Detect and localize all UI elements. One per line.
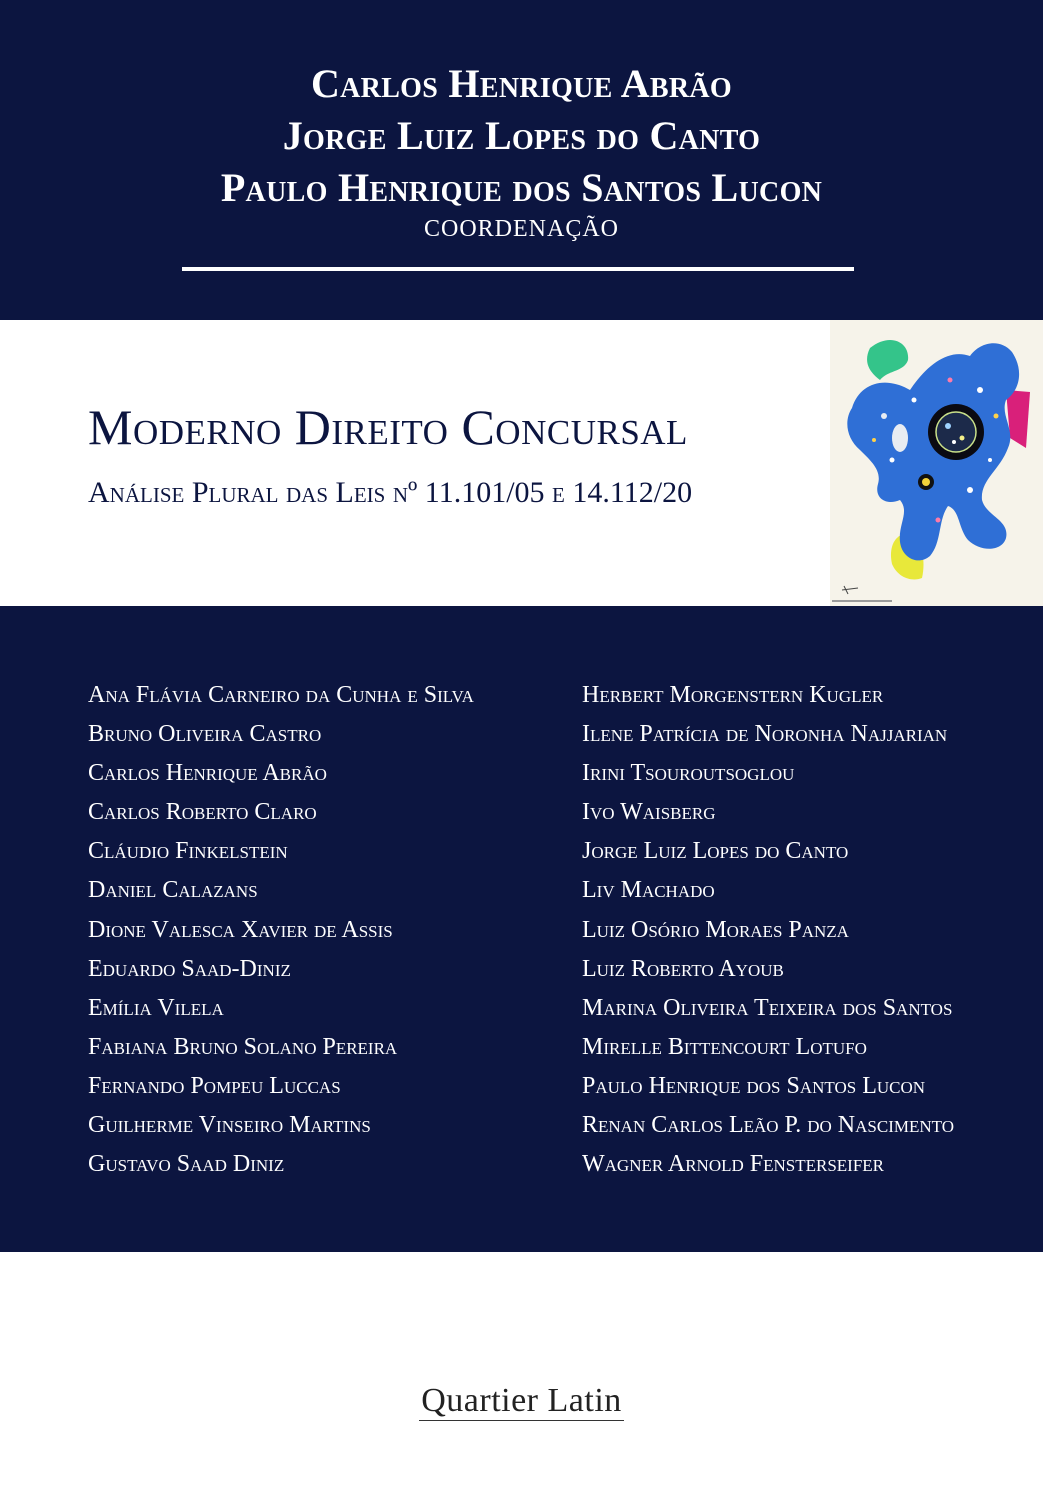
author-name: Bruno Oliveira Castro [88,721,322,748]
author-name: Luiz Roberto Ayoub [582,955,784,982]
author-name: Ana Flávia Carneiro da Cunha e Silva [88,682,474,708]
book-title: Moderno Direito Concursal [88,399,688,455]
coordinator-name: Carlos Henrique Abrão [310,61,733,106]
divider-rule [182,267,854,271]
author-name: Renan Carlos Leão P. do Nascimento [582,1112,954,1139]
author-name: Wagner Arnold Fensterseifer [582,1151,885,1178]
author-name: Fabiana Bruno Solano Pereira [88,1033,398,1060]
author-name: Paulo Henrique dos Santos Lucon [582,1072,926,1099]
author-name: Ilene Patrícia de Noronha Najjarian [582,721,948,748]
author-name: Gustavo Saad Diniz [88,1151,285,1178]
author-name: Irini Tsouroutsoglou [582,760,795,787]
abstract-painting-icon [830,320,1043,606]
coordinator-name: Paulo Henrique dos Santos Lucon [220,165,823,210]
authors-list-left [88,676,474,1184]
coordination-label: COORDENAÇÃO [423,216,619,242]
author-name: Dione Valesca Xavier de Assis [88,916,393,943]
author-name: Fernando Pompeu Luccas [88,1072,341,1099]
author-name: Ivo Waisberg [582,799,716,826]
author-name: Carlos Roberto Claro [88,799,317,826]
author-name: Herbert Morgenstern Kugler [582,682,884,708]
author-name: Cláudio Finkelstein [88,838,288,865]
publisher-block [0,1382,1043,1421]
author-name: Liv Machado [582,877,715,904]
authors-list-right [582,676,954,1184]
author-name: Marina Oliveira Teixeira dos Santos [582,994,953,1021]
author-name: Guilherme Vinseiro Martins [88,1112,371,1139]
author-name: Mirelle Bittencourt Lotufo [582,1033,867,1060]
cover-artwork-image [830,320,1043,606]
author-name: Daniel Calazans [88,877,258,904]
author-name: Eduardo Saad-Diniz [88,955,291,982]
book-subtitle: Análise Plural das Leis nº 11.101/05 e 14.112/20 [88,476,693,509]
coordinator-name: Jorge Luiz Lopes do Canto [282,113,761,158]
author-name: Jorge Luiz Lopes do Canto [582,838,849,865]
author-name: Luiz Osório Moraes Panza [582,916,849,943]
author-name: Emília Vilela [88,994,224,1021]
author-name: Carlos Henrique Abrão [88,760,327,787]
coordinators-block [0,58,1043,243]
publisher-logo-text: Quartier Latin [421,1382,622,1419]
